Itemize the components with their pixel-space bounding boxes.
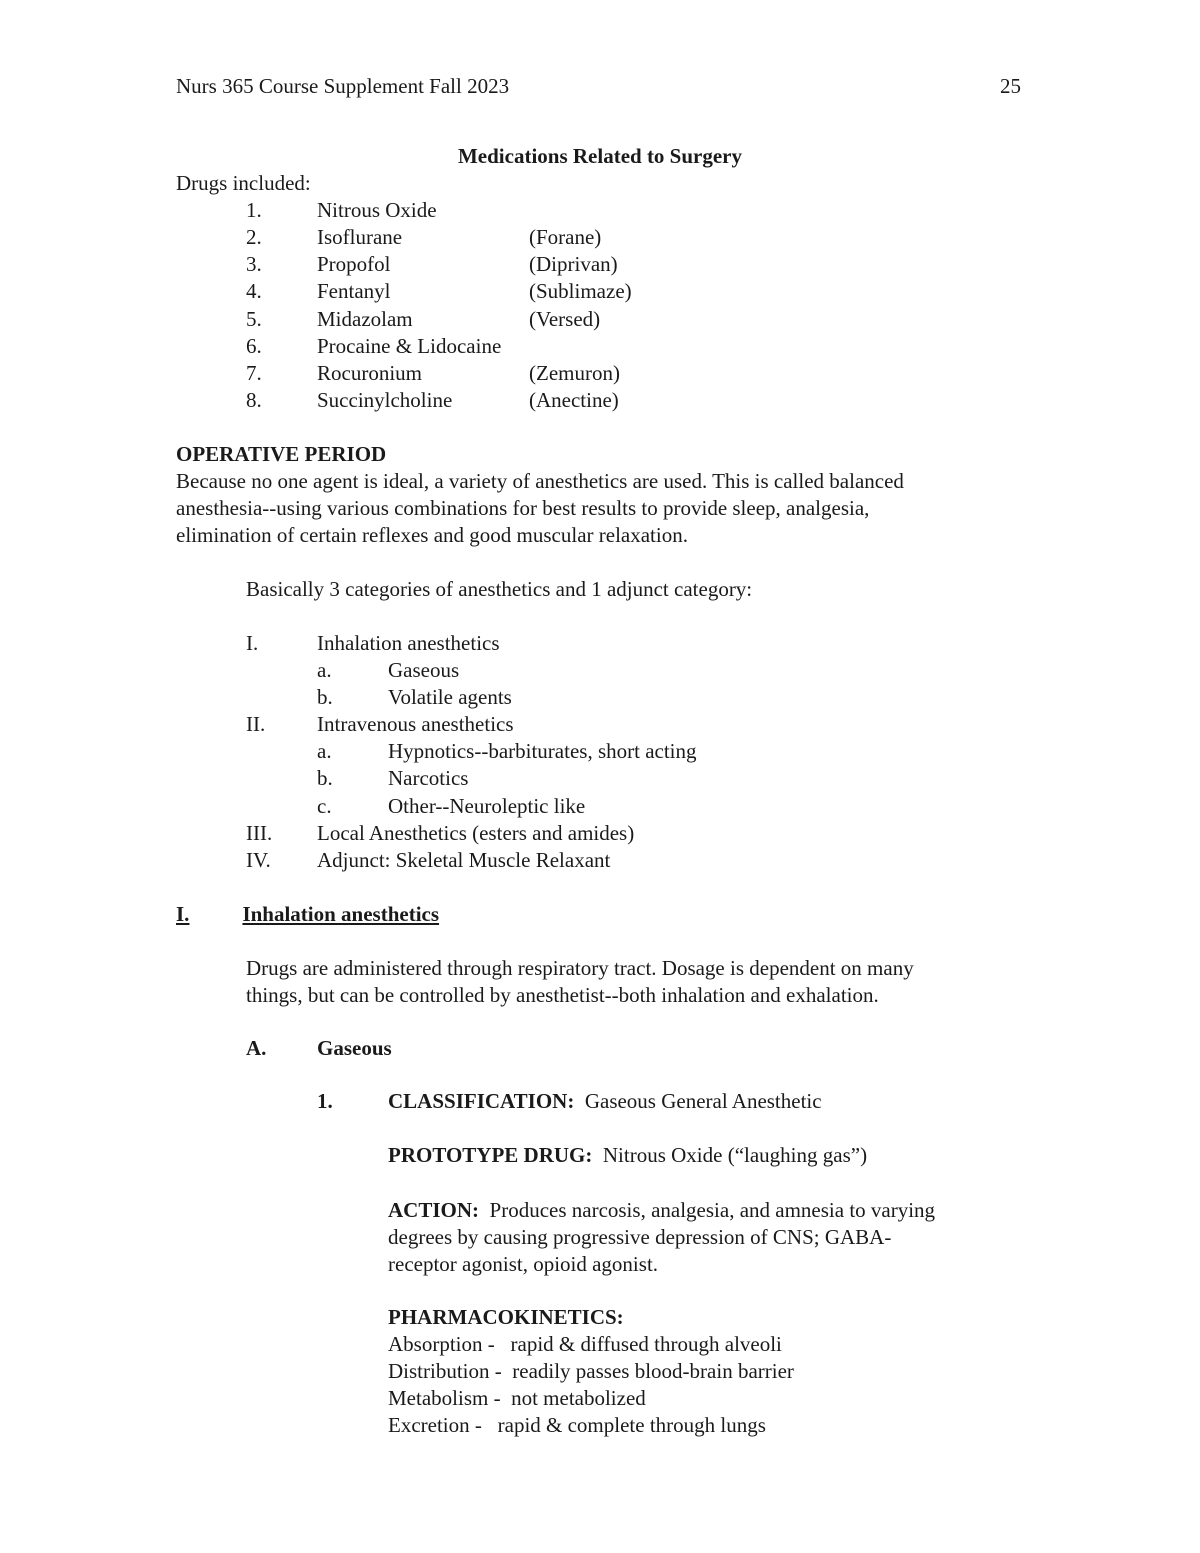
operative-paragraph-line: anesthesia--using various combinations for best results to provide sleep, analgesia, bbox=[176, 496, 870, 520]
operative-heading: OPERATIVE PERIOD bbox=[176, 442, 387, 466]
subsection-title: Gaseous bbox=[317, 1036, 392, 1060]
classification-line bbox=[388, 1091, 822, 1112]
drug-brand: (Anectine) bbox=[529, 388, 619, 412]
pk-label: Excretion - bbox=[388, 1413, 482, 1437]
drugs-intro: Drugs included: bbox=[176, 171, 311, 195]
operative-paragraph-line: elimination of certain reflexes and good muscular relaxation. bbox=[176, 523, 688, 547]
drug-number: 5. bbox=[246, 307, 262, 331]
outline-subitem: Narcotics bbox=[388, 766, 469, 790]
drug-number: 3. bbox=[246, 252, 262, 276]
section-paragraph-line: things, but can be controlled by anesthetist--both inhalation and exhalation. bbox=[246, 983, 879, 1007]
outline-letter: c. bbox=[317, 794, 332, 818]
prototype-line bbox=[388, 1145, 867, 1166]
outline-number: I. bbox=[246, 631, 259, 655]
drug-brand: (Sublimaze) bbox=[529, 279, 632, 303]
drug-name: Midazolam bbox=[317, 307, 413, 331]
pk-metabolism bbox=[388, 1388, 646, 1409]
prototype-value: Nitrous Oxide (“laughing gas”) bbox=[602, 1143, 868, 1167]
pk-value: rapid & diffused through alveoli bbox=[510, 1332, 782, 1356]
outline-item: Inhalation anesthetics bbox=[317, 631, 500, 655]
section-heading bbox=[176, 904, 439, 925]
operative-paragraph-line: Because no one agent is ideal, a variety of anesthetics are used. This is called balanced bbox=[176, 469, 904, 493]
outline-number: III. bbox=[246, 821, 273, 845]
outline-item: Local Anesthetics (esters and amides) bbox=[317, 821, 635, 845]
section-title: Inhalation anesthetics bbox=[242, 902, 440, 926]
action-label: ACTION: bbox=[388, 1198, 480, 1222]
action-text-line: receptor agonist, opioid agonist. bbox=[388, 1252, 659, 1276]
outline-item: Intravenous anesthetics bbox=[317, 712, 514, 736]
page-title: Medications Related to Surgery bbox=[457, 144, 743, 168]
outline-subitem: Hypnotics--barbiturates, short acting bbox=[388, 739, 697, 763]
pk-value: readily passes blood-brain barrier bbox=[512, 1359, 794, 1383]
drug-name: Isoflurane bbox=[317, 225, 403, 249]
categories-intro: Basically 3 categories of anesthetics and 1 adjunct category: bbox=[246, 577, 753, 601]
drug-number: 4. bbox=[246, 279, 262, 303]
drug-brand: (Forane) bbox=[529, 225, 602, 249]
pk-value: not metabolized bbox=[511, 1386, 646, 1410]
classification-label: CLASSIFICATION: bbox=[388, 1089, 575, 1113]
drug-name: Fentanyl bbox=[317, 279, 391, 303]
header-course-title: Nurs 365 Course Supplement Fall 2023 bbox=[176, 74, 510, 98]
drug-number: 1. bbox=[246, 198, 262, 222]
pk-distribution bbox=[388, 1361, 794, 1382]
item-number: 1. bbox=[317, 1089, 333, 1113]
action-text-line: degrees by causing progressive depression of CNS; GABA- bbox=[388, 1225, 892, 1249]
drug-number: 8. bbox=[246, 388, 262, 412]
prototype-label: PROTOTYPE DRUG: bbox=[388, 1143, 593, 1167]
outline-number: II. bbox=[246, 712, 266, 736]
pk-label: Distribution - bbox=[388, 1359, 502, 1383]
pk-absorption bbox=[388, 1334, 782, 1355]
drug-name: Nitrous Oxide bbox=[317, 198, 437, 222]
drug-name: Procaine & Lidocaine bbox=[317, 334, 502, 358]
pharmacokinetics-heading: PHARMACOKINETICS: bbox=[388, 1305, 624, 1329]
outline-subitem: Volatile agents bbox=[388, 685, 512, 709]
drug-name: Propofol bbox=[317, 252, 391, 276]
outline-subitem: Other--Neuroleptic like bbox=[388, 794, 586, 818]
outline-letter: b. bbox=[317, 766, 333, 790]
drug-brand: (Zemuron) bbox=[529, 361, 620, 385]
classification-value: Gaseous General Anesthetic bbox=[584, 1089, 822, 1113]
drug-number: 6. bbox=[246, 334, 262, 358]
pk-label: Absorption - bbox=[388, 1332, 495, 1356]
drug-number: 2. bbox=[246, 225, 262, 249]
drug-name: Rocuronium bbox=[317, 361, 422, 385]
outline-subitem: Gaseous bbox=[388, 658, 460, 682]
section-number: I. bbox=[176, 902, 190, 926]
pk-excretion bbox=[388, 1415, 766, 1436]
outline-letter: a. bbox=[317, 739, 332, 763]
pk-label: Metabolism - bbox=[388, 1386, 501, 1410]
outline-item: Adjunct: Skeletal Muscle Relaxant bbox=[317, 848, 611, 872]
subsection-letter: A. bbox=[246, 1036, 267, 1060]
action-text: Produces narcosis, analgesia, and amnesia to varying bbox=[489, 1198, 936, 1222]
section-paragraph-line: Drugs are administered through respiratory tract. Dosage is dependent on many bbox=[246, 956, 914, 980]
drug-name: Succinylcholine bbox=[317, 388, 453, 412]
page-number: 25 bbox=[1000, 74, 1021, 98]
outline-number: IV. bbox=[246, 848, 271, 872]
pk-value: rapid & complete through lungs bbox=[497, 1413, 766, 1437]
drug-brand: (Diprivan) bbox=[529, 252, 618, 276]
outline-letter: b. bbox=[317, 685, 333, 709]
drug-brand: (Versed) bbox=[529, 307, 601, 331]
outline-letter: a. bbox=[317, 658, 332, 682]
action-line bbox=[388, 1200, 935, 1221]
drug-number: 7. bbox=[246, 361, 262, 385]
